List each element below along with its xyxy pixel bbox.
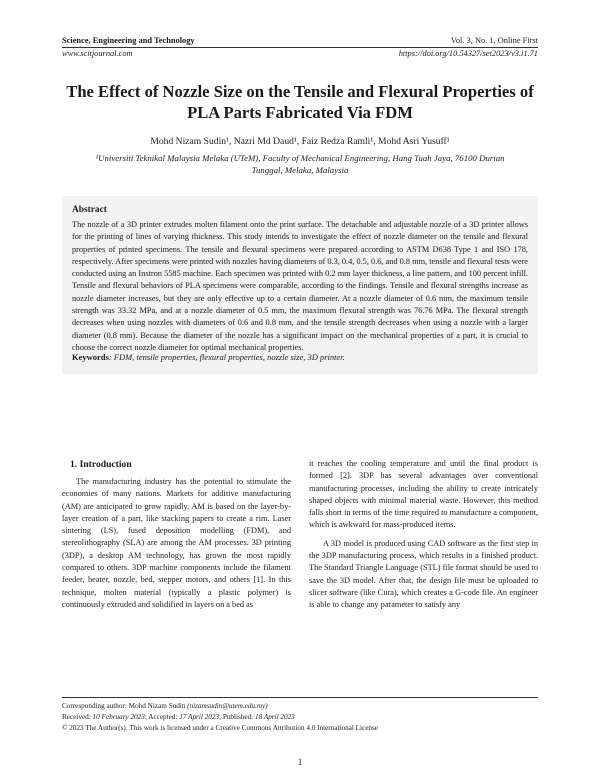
introduction-heading: 1. Introduction — [70, 459, 132, 470]
corresponding-author-label: Corresponding author: Mohd Nizam Sudin — [62, 702, 186, 710]
corresponding-author — [62, 702, 268, 710]
volume-info: Vol. 3, No. 1, Online First — [450, 36, 538, 45]
page-number: 1 — [297, 757, 303, 767]
intro-column-right — [309, 458, 538, 612]
keywords-line — [72, 352, 528, 362]
keywords-list: : FDM, tensile properties, flexural properties, nozzle size, 3D printer. — [108, 352, 345, 362]
footer-rule — [62, 697, 538, 698]
article-dates: Received: 10 February 2023; Accepted: 17 April 2023; Published: 18 April 2023 — [62, 713, 295, 721]
license-notice: © 2023 The Author(s). This work is licensed under a Creative Commons Attribution 4.0 International License — [62, 724, 378, 732]
abstract-text: The nozzle of a 3D printer extrudes molten filament onto the print surface. The detachable and adjustable nozzle of a 3D printer allows for the printing of lines of varying thickness. This study intends to investigate the effect of nozzle diameter on the tensile and flexural properties of printed specimens. The tensile and flexural specimens were prepared according to ASTM D638 Type 1 and ISO 178, respectively. After specimens were printed with nozzles having diameters of 0.3, 0.4, 0.5, 0.6, and 0.8 mm, tensile and flexural tests were conducted using an Instron 5585 machine. Each specimen was printed with 0.2 mm layer thickness, a line pattern, and 100 percent infill. Tensile and flexural behaviors of PLA specimens were comparable, according to the findings. Tensile and flexural strengths increase as nozzle diameter increases, but they are only effective up to a certain diameter. At a nozzle diameter of 0.6 mm, the maximum tensile strength was 33.32 MPa, and at a nozzle diameter of 0.5 mm, the maximum flexural strength was 76.76 MPa. The flexural strength decreases when using nozzles with diameters of 0.6 and 0.8 mm, and the tensile strength decreases when using a nozzle with a larger diameter (0.8 mm). Because the diameter of the nozzle has a significant impact on the mechanical properties of a part, it is crucial to choose the correct nozzle diameter for optimal mechanical properties. — [72, 220, 528, 352]
journal-website-link[interactable]: www.scitjournal.com — [62, 49, 133, 58]
published-date: 18 April 2023 — [254, 713, 295, 721]
accepted-date: 17 April 2023 — [179, 713, 220, 721]
author-affiliation: ¹Universiti Teknikal Malaysia Melaka (UTeM), Faculty of Mechanical Engineering, Hang Tuah Jaya, 76100 Durian Tunggal, Melaka, Malaysia — [95, 153, 505, 175]
journal-name: Science, Engineering and Technology — [62, 36, 195, 45]
doi-link[interactable]: https://doi.org/10.54327/set2023/v3.i1.71 — [398, 49, 538, 58]
header-rule — [62, 47, 538, 48]
abstract-heading: Abstract — [72, 205, 107, 215]
intro-paragraph-cad: A 3D model is produced using CAD software as the first step in the 3DP manufacturing process, which results in a finished product. The Standard Triangle Language (STL) file format should be used to save the 3D model. After that, the design file must be uploaded to slicer software (like Cura), which creates a G-code file. An engineer is able to change any parameter to satisfy any — [309, 538, 538, 610]
paper-title: The Effect of Nozzle Size on the Tensile and Flexural Properties of PLA Parts Fabricated Via FDM — [66, 82, 534, 122]
received-date: 10 February 2023 — [92, 713, 145, 721]
intro-column-left: The manufacturing industry has the potential to stimulate the economies of many nations. Markets for additive manufacturing (AM) are anticipated to grow rapidly. AM is based on the layer-by-layer creation of a part, like stacking papers to create a rim. Laser sintering (LS), fused deposition modelling (FDM), and stereolithography (SLA) are among the AM processes. 3D printing (3DP), a desktop AM technology, has grown the most rapidly compared to others. 3DP machine components include the filament feeder, heater, nozzle, bed, stepper motors, and others [1]. In this technique, molten material (typically a plastic polymer) is continuously extruded and solidified in layers on a bed as — [62, 477, 291, 609]
keywords-label: Keywords — [72, 352, 109, 362]
author-list: Mohd Nizam Sudin¹, Nazri Md Daud¹, Faiz Redza Ramli¹, Mohd Asri Yusuff¹ — [150, 136, 450, 147]
intro-paragraph-continued: it reaches the cooling temperature and until the final product is formed [2]. 3DP has several advantages over conventional manufacturing processes, including the ability to create intricately shaped objects with minimal material waste. However, this method falls short in terms of the time required to manufacture a component, which is awkward for mass-produced items. — [309, 459, 538, 530]
corresponding-email-link[interactable]: (nizamsudin@utem.edu.my) — [187, 702, 268, 710]
